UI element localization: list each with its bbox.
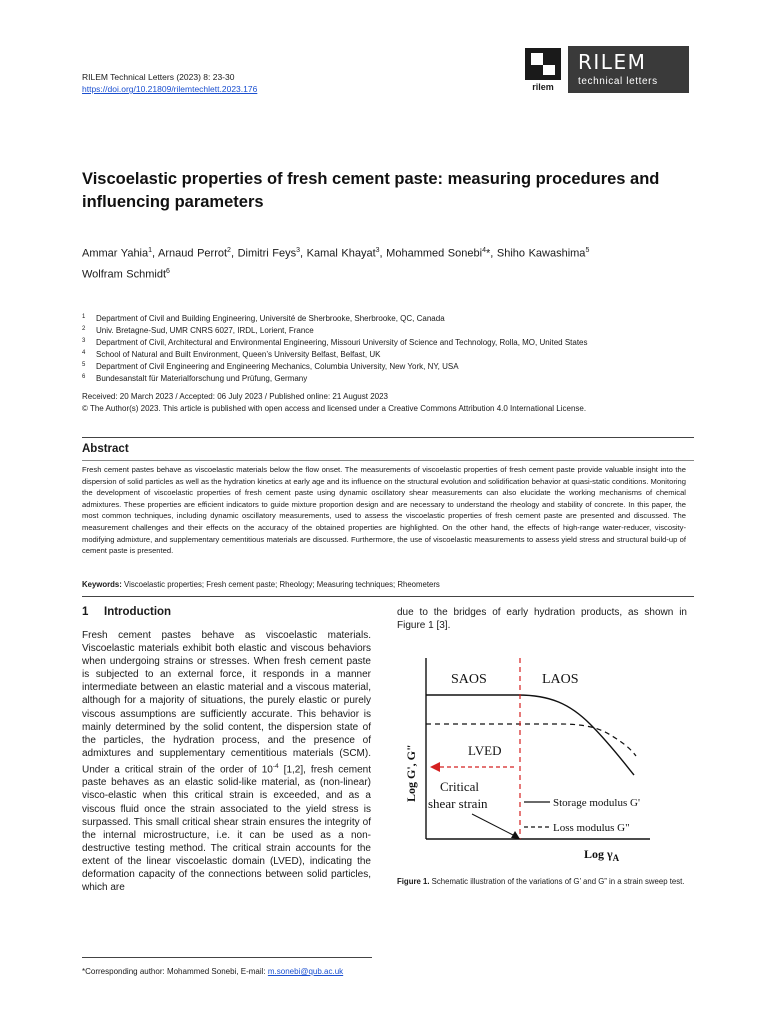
- section-heading: [82, 606, 171, 618]
- affiliation-text: Bundesanstalt für Materialforschung und Prüfung, Germany: [96, 374, 308, 383]
- license-statement: © The Author(s) 2023. This article is published with open access and licensed under a Creative Commons Attribution 4.0 International License.: [82, 404, 587, 413]
- author-separator: ,: [379, 247, 387, 260]
- divider-top: [82, 437, 694, 438]
- doi-link[interactable]: https://doi.org/10.21809/rilemtechlett.2023.176: [82, 84, 258, 94]
- affiliation-number: 1: [82, 314, 86, 320]
- affiliation-number: 2: [82, 326, 86, 332]
- critical-label-line2: shear strain: [428, 796, 488, 811]
- figure-caption: [397, 876, 687, 887]
- caption-label: Figure 1.: [397, 877, 430, 886]
- footnote-divider: [82, 957, 372, 958]
- affiliation-text: Univ. Bretagne-Sud, UMR CNRS 6027, IRDL, Lorient, France: [96, 326, 314, 335]
- saos-label: SAOS: [451, 672, 487, 687]
- affiliation-text: School of Natural and Built Environment, Queen’s University Belfast, Belfast, UK: [96, 350, 381, 359]
- author-name: Wolfram Schmidt: [82, 268, 167, 281]
- logo-word: RILEM: [578, 50, 647, 74]
- lved-arrow-head-icon: [430, 762, 440, 772]
- right-column-text: due to the bridges of early hydration products, as shown in Figure 1 [3].: [397, 607, 687, 632]
- affiliation-item: [82, 337, 692, 349]
- author-affiliation-ref: 2: [227, 247, 231, 254]
- footnote: [82, 966, 343, 977]
- section-number: 1: [82, 606, 89, 618]
- critical-label-line1: Critical: [440, 779, 479, 794]
- affiliation-item: [82, 349, 692, 361]
- author-affiliation-ref: 3: [375, 247, 380, 254]
- divider-abstract: [82, 460, 694, 461]
- affiliation-text: Department of Civil, Architectural and Environmental Engineering, Missouri University of Science and Technology, Rolla, MO, United States: [96, 338, 588, 347]
- lved-label: LVED: [468, 743, 502, 758]
- divider-keywords: [82, 596, 694, 597]
- publication-info: [82, 391, 702, 415]
- paper-title: Viscoelastic properties of fresh cement paste: measuring procedures and influencing parameters: [82, 170, 660, 211]
- author-affiliation-ref: 6: [166, 267, 170, 275]
- keywords-list: Viscoelastic properties; Fresh cement paste; Rheology; Measuring techniques; Rheometers: [121, 580, 440, 589]
- affiliation-item: [82, 313, 692, 325]
- affiliation-text: Department of Civil Engineering and Engineering Mechanics, Columbia University, New York, NY, USA: [96, 362, 459, 371]
- logo-mark-text: rilem: [532, 82, 554, 92]
- author-list: [82, 242, 692, 283]
- legend-storage-label: Storage modulus G': [553, 797, 640, 809]
- legend-loss-label: Loss modulus G": [553, 822, 630, 834]
- author-name: Shiho Kawashima: [496, 247, 586, 260]
- affiliation-number: 4: [82, 350, 86, 356]
- author-name: Mohammed Sonebi: [386, 247, 483, 260]
- x-axis-label: [584, 847, 620, 863]
- affiliation-item: [82, 361, 692, 373]
- logo-subtitle: technical letters: [578, 76, 658, 87]
- author-affiliation-ref: 4: [482, 247, 486, 254]
- author-name: Dimitri Feys: [237, 247, 297, 260]
- affiliation-list: [82, 313, 692, 385]
- intro-exponent: -4: [272, 762, 279, 770]
- logo-wordmark: [568, 46, 689, 93]
- affiliation-text: Department of Civil and Building Engineering, Université de Sherbrooke, Sherbrooke, QC, Canada: [96, 314, 445, 323]
- journal-reference: RILEM Technical Letters (2023) 8: 23-30: [82, 72, 235, 82]
- storage-modulus-curve: [426, 695, 634, 775]
- author-affiliation-ref: 5: [585, 247, 590, 254]
- affiliation-item: [82, 325, 692, 337]
- figure-1-schematic: [400, 652, 690, 870]
- affiliation-number: 5: [82, 362, 86, 368]
- y-axis-label: Log G', G": [404, 744, 418, 802]
- introduction-text: [82, 629, 371, 894]
- abstract-text: Fresh cement pastes behave as viscoelastic materials below the flow onset. The measurements of viscoelastic properties of fresh cement paste provide valuable insight into the dispersion of solid particles as well as the hydration kinetics at early age and its influence on the structural evolution and solidification behavior at quasi-static conditions. Monitoring the development of viscoelastic properties of fresh cement paste using dynamic oscillatory shear measurements can also elucidate the working mechanisms of chemical admixtures. These properties are efficient indicators to guide mixture proportion design and are necessary to understand the rheology and stability of concrete. In this paper, the most common techniques, including dynamic oscillatory measurements, used to assess the viscoelastic properties of fresh cement paste are presented and discussed. The measurement challenges and their effects on the accuracy of the obtained properties are highlighted. On the other hand, the effects of high-range water-reducer, viscosity-modifying admixture, and supplementary cementitious materials are discussed. Furthermore, the use of viscoelastic measurements to assess yield stress and structural build-up of cement paste is presented.: [82, 465, 686, 556]
- author-affiliation-ref: 1: [148, 247, 153, 254]
- author-name: Kamal Khayat: [306, 247, 376, 260]
- author-separator: ,: [230, 247, 238, 260]
- author-affiliation-ref: 3: [296, 247, 301, 254]
- x-axis-label-main: Log γ: [584, 847, 613, 861]
- author-separator: ,: [300, 247, 307, 260]
- caption-text: Schematic illustration of the variations of G’ and G” in a strain sweep test.: [429, 877, 685, 886]
- affiliation-number: 6: [82, 374, 86, 380]
- publication-dates: Received: 20 March 2023 / Accepted: 06 July 2023 / Published online: 21 August 2023: [82, 392, 388, 401]
- email-link[interactable]: m.sonebi@qub.ac.uk: [267, 967, 344, 976]
- x-axis-label-sub: A: [612, 853, 620, 863]
- rilem-logo: [522, 46, 689, 93]
- intro-part-2: [1,2], fresh cement paste behaves as an elastic solid-like material, as (non-linear) visco-elastic when this critical strain is exceeded, and as a viscous fluid once the strain associated to the yield stress is surpassed. This small critical shear strain ensures the integrity of the internal microstructure, i.e. it can be used as a non-destructive testing method. The critical strain accounts for the extent of the linear viscoelastic domain (LVED), indicating the deformation capacity of the connections between solid particles, which are: [82, 764, 371, 894]
- section-title: Introduction: [104, 606, 172, 618]
- rilem-logo-mark-icon: [522, 46, 564, 93]
- critical-pointer: [472, 814, 517, 837]
- laos-label: LAOS: [542, 672, 579, 687]
- footnote-text: *Corresponding author: Mohammed Sonebi, E-mail:: [82, 967, 268, 976]
- keywords-label: Keywords:: [82, 580, 122, 589]
- author-separator: ,: [152, 247, 159, 260]
- author-name: Ammar Yahia: [82, 247, 149, 260]
- abstract-heading: Abstract: [82, 443, 129, 455]
- keywords: [82, 579, 686, 590]
- intro-part-1: Fresh cement pastes behave as viscoelastic materials. Viscoelastic materials exhibit both elastic and viscous behaviors when undergoing strains or stresses. When fresh cement paste is subjected to an external force, it responds in a manner intermediate between an elastic material and a viscous material, although for a majority of situations, the purely elastic or purely viscous assumptions are sufficiently accurate. This behavior is mainly determined by the solid content, the dispersion state of the particles, the hydration process, and the presence of admixtures and supplementary cementitious materials (SCM). Under a critical strain of the order of 10: [82, 630, 371, 776]
- author-separator: *,: [485, 247, 497, 260]
- affiliation-number: 3: [82, 338, 86, 344]
- author-name: Arnaud Perrot: [158, 247, 228, 260]
- affiliation-item: [82, 373, 692, 385]
